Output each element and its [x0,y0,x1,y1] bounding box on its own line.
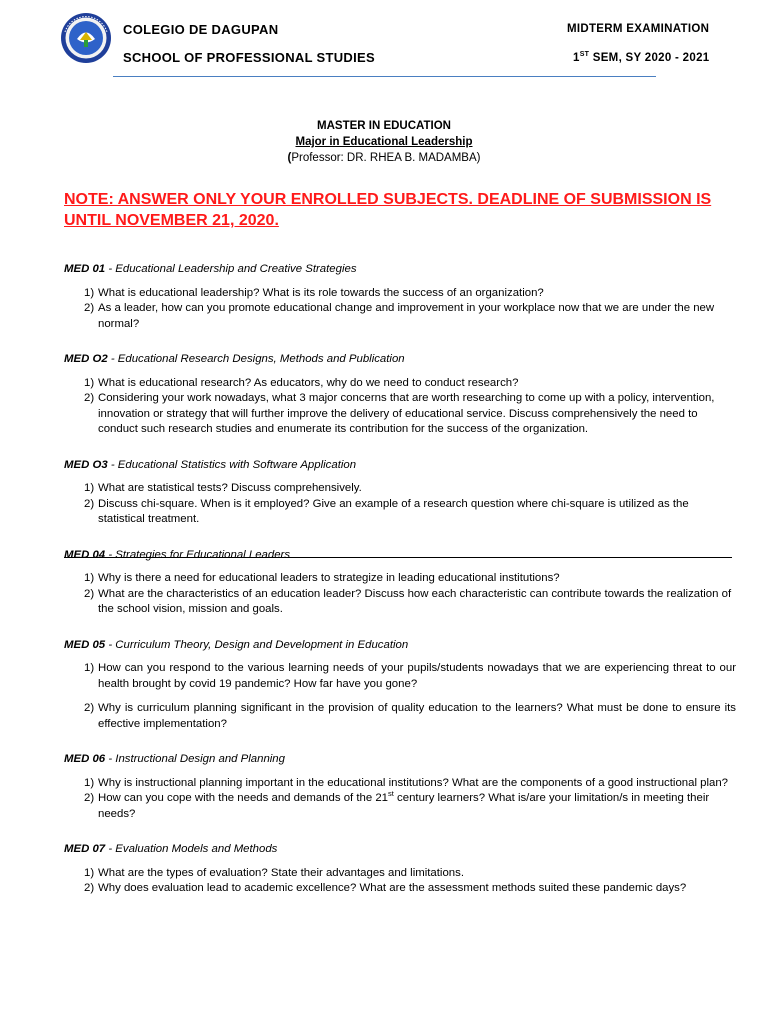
header-divider [113,76,656,77]
question-list [64,571,736,618]
section-title: MED 05 - Curriculum Theory, Design and Development in Education [64,638,409,651]
submission-note-text: NOTE: ANSWER ONLY YOUR ENROLLED SUBJECTS. DEADLINE OF SUBMISSION IS UNTIL NOVEMBER 21, 2020. [64,191,712,229]
section-title: MED O3 - Educational Statistics with Software Application [64,458,357,471]
question-item: 2) Why does evaluation lead to academic excellence? What are the assessment methods suited these pandemic days? [84,882,687,894]
question-item: 2) As a leader, how can you promote educational change and improvement in your workplace now that we are under the new normal? [84,302,715,330]
semester-year: SEM, SY 2020 - 2021 [589,52,710,64]
school-department: SCHOOL OF PROFESSIONAL STUDIES [123,50,375,65]
section-med05 [64,638,736,733]
question-list [64,286,736,333]
question-item: 1) What is educational leadership? What is its role towards the success of an organization? [84,286,544,299]
question-list [64,866,736,897]
section-title: MED 04 - Strategies for Educational Leaders [64,548,291,561]
question-item: 2) Discuss chi-square. When is it employed? Give an example of a research question where chi-square is utilized as the statistical treatment. [84,497,689,525]
program-name: MASTER IN EDUCATION [317,120,451,132]
question-list [64,481,736,528]
question-item: 1) How can you respond to the various learning needs of your pupils/students nowadays that we are experiencing threat to our health brought by covid 19 pandemic? How far have you gone? [84,662,736,690]
exam-questions [64,262,736,897]
submission-note [64,189,744,231]
question-item: 2) Why is curriculum planning significant in the provision of quality education to the learners? What must be done to ensure its effective implementation? [84,702,736,730]
semester-number: 1 [573,52,580,64]
question-item: 1) What are the types of evaluation? State their advantages and limitations. [84,866,464,879]
section-med03 [64,458,736,528]
section-med04 [64,548,736,618]
program-major: Major in Educational Leadership [295,136,473,148]
question-list [64,776,736,823]
section-med06 [64,752,736,822]
professor-line [0,150,768,166]
section-med01 [64,262,736,332]
program-title-block [0,118,768,166]
exam-title: MIDTERM EXAMINATION [567,23,710,35]
school-seal-icon [60,12,112,64]
question-list [64,661,736,732]
question-item: 2) Considering your work nowadays, what 3 major concerns that are worth researching to come up with a policy, intervention, innovation or strategy that will further improve the delivery of educational service. Discuss comprehensively the need to conduct such research studies and enumerate its contribution for the success of the organization. [84,392,715,435]
professor-name: Professor: DR. RHEA B. MADAMBA [291,152,477,164]
section-title: MED 07 - Evaluation Models and Methods [64,843,278,855]
question-list [64,376,736,438]
section-title: MED 01 - Educational Leadership and Creative Strategies [64,263,357,275]
semester-label [573,52,709,64]
semester-ordinal: ST [579,51,590,59]
professor-open-paren: ( [287,152,292,164]
section-title: MED O2 - Educational Research Designs, Methods and Publication [64,353,405,365]
question-item: 2) How can you cope with the needs and demands of the 21st century learners? What is/are your limitation/s in meeting their needs? [84,789,710,820]
section-med07 [64,842,736,897]
question-item: 1) What are statistical tests? Discuss comprehensively. [84,482,362,494]
section-title: MED 06 - Instructional Design and Planning [64,753,285,765]
question-item: 1) Why is there a need for educational leaders to strategize in leading educational institutions? [84,572,560,584]
question-item: 1) Why is instructional planning important in the educational institutions? What are the components of a good instructional plan? [84,776,729,789]
question-item: 1) What is educational research? As educators, why do we need to conduct research? [84,376,519,389]
section-med02 [64,352,736,438]
school-name: COLEGIO DE DAGUPAN [123,22,279,37]
professor-close-paren: ) [476,152,481,164]
document-header [0,0,768,90]
question-item: 2) What are the characteristics of an education leader? Discuss how each characteristic can contribute towards the realization of the school vision, mission and goals. [84,587,732,615]
